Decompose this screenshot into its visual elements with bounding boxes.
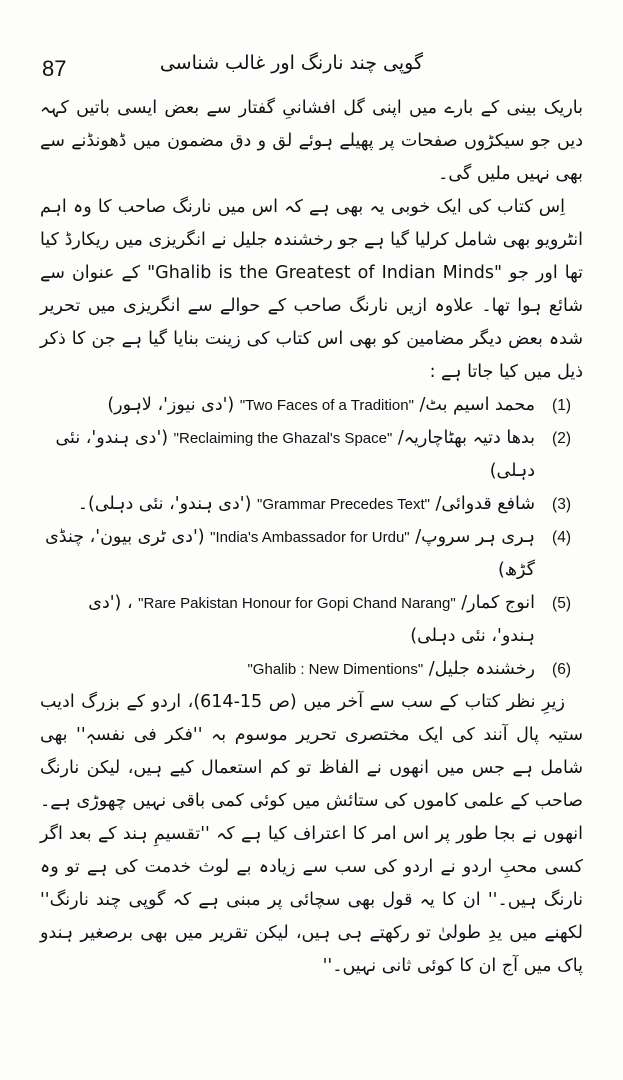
article-list bbox=[40, 389, 583, 686]
list-item-number: (4) bbox=[552, 529, 571, 546]
list-item-number: (6) bbox=[552, 661, 571, 678]
list-item bbox=[40, 389, 583, 422]
closing-paragraph: زیرِ نظر کتاب کے سب سے آخر میں (ص 15-614)، اردو کے بزرگ ادیب ستیہ پال آنند کی ایک مختصری تحریر موسوم بہ ''فکر فی نفسہٖ'' بھی شامل ہے جس میں انھوں نے الفاظ تو کم استعمال کیے ہیں، لیکن نارنگ صاحب کے علمی کاموں کی ستائش میں کوئی کمی باقی نہیں چھوڑی ہے۔ انھوں نے بجا طور پر اس امر کا اعتراف کیا ہے کہ ''تقسیمِ ہند کے بعد اگر کسی محبِ اردو نے اردو کی سب سے زیادہ بے لوث خدمت کی ہے تو وہ نارنگ ہیں۔'' ان کا یہ قول بھی سچائی پر مبنی ہے کہ گوپی چند نارنگ'' لکھنے میں یدِ طولیٰ تو رکھتے ہی ہیں، لیکن تقریر میں بھی برصغیر ہندو پاک میں آج ان کا کوئی ثانی نہیں۔'' bbox=[40, 692, 583, 976]
list-item-author: محمد اسیم بٹ/ bbox=[419, 395, 535, 415]
list-item bbox=[40, 653, 583, 686]
list-item-source: ('دی ٹری بیون'، چنڈی گڑھ) bbox=[45, 527, 535, 580]
list-item-source: ('دی ہندو'، نئی دہلی)۔ bbox=[77, 494, 252, 514]
page-header bbox=[40, 52, 583, 92]
page-number: 87 bbox=[42, 56, 67, 81]
list-item-english-title: "Grammar Precedes Text" bbox=[257, 496, 430, 513]
list-item-number: (5) bbox=[552, 595, 571, 612]
list-item-author: رخشندہ جلیل/ bbox=[428, 659, 535, 679]
list-item-english-title: "India's Ambassador for Urdu" bbox=[210, 529, 410, 546]
running-title: گوپی چند نارنگ اور غالب شناسی bbox=[159, 52, 423, 74]
paragraph-1: باریک بینی کے بارے میں اپنی گل افشانیِ گفتار سے بعض ایسی باتیں کہہ دیں جو سیکڑوں صفحات پر پھیلے ہوئے لق و دق مضمون میں ڈھونڈنے سے بھی نہیں ملیں گی۔ bbox=[40, 98, 583, 184]
list-item-english-title: "Rare Pakistan Honour for Gopi Chand Narang" bbox=[138, 595, 456, 612]
list-item-number: (1) bbox=[552, 397, 571, 414]
list-item-english-title: "Ghalib : New Dimentions" bbox=[247, 661, 424, 678]
list-item-author: ہری ہر سروپ/ bbox=[415, 527, 535, 547]
list-item bbox=[40, 488, 583, 521]
list-item-source: ('دی نیوز'، لاہور) bbox=[107, 395, 235, 415]
list-item bbox=[40, 422, 583, 488]
list-item-english-title: "Two Faces of a Tradition" bbox=[239, 397, 414, 414]
list-item bbox=[40, 587, 583, 653]
paragraph-2: اِس کتاب کی ایک خوبی یہ بھی ہے کہ اس میں نارنگ صاحب کا وہ اہم انٹرویو بھی شامل کرلیا گیا ہے جو رخشندہ جلیل نے انگریزی میں ریکارڈ کیا تھا اور جو "Ghalib is the Greatest of Indian Minds" کے عنوان سے شائع ہوا تھا۔ علاوہ ازیں نارنگ صاحب کے حوالے سے انگریزی میں تحریر شدہ بعض دیگر مضامین کو بھی اس کتاب کی زینت بنایا گیا ہے جن کا ذکر ذیل میں کیا جاتا ہے : bbox=[40, 197, 584, 382]
list-item-number: (2) bbox=[552, 430, 571, 447]
list-item-english-title: "Reclaiming the Ghazal's Space" bbox=[173, 430, 393, 447]
list-item-number: (3) bbox=[552, 496, 571, 513]
list-item-source: ، ('دی ہندو'، نئی دہلی) bbox=[88, 593, 535, 646]
list-item bbox=[40, 521, 583, 587]
list-item-author: شافع قدوائی/ bbox=[435, 494, 535, 514]
list-item-author: انوج کمار/ bbox=[461, 593, 535, 613]
list-item-author: بدھا دتیہ بھٹاچاریہ/ bbox=[397, 428, 535, 448]
list-item-source: ('دی ہندو'، نئی دہلی) bbox=[55, 428, 535, 481]
